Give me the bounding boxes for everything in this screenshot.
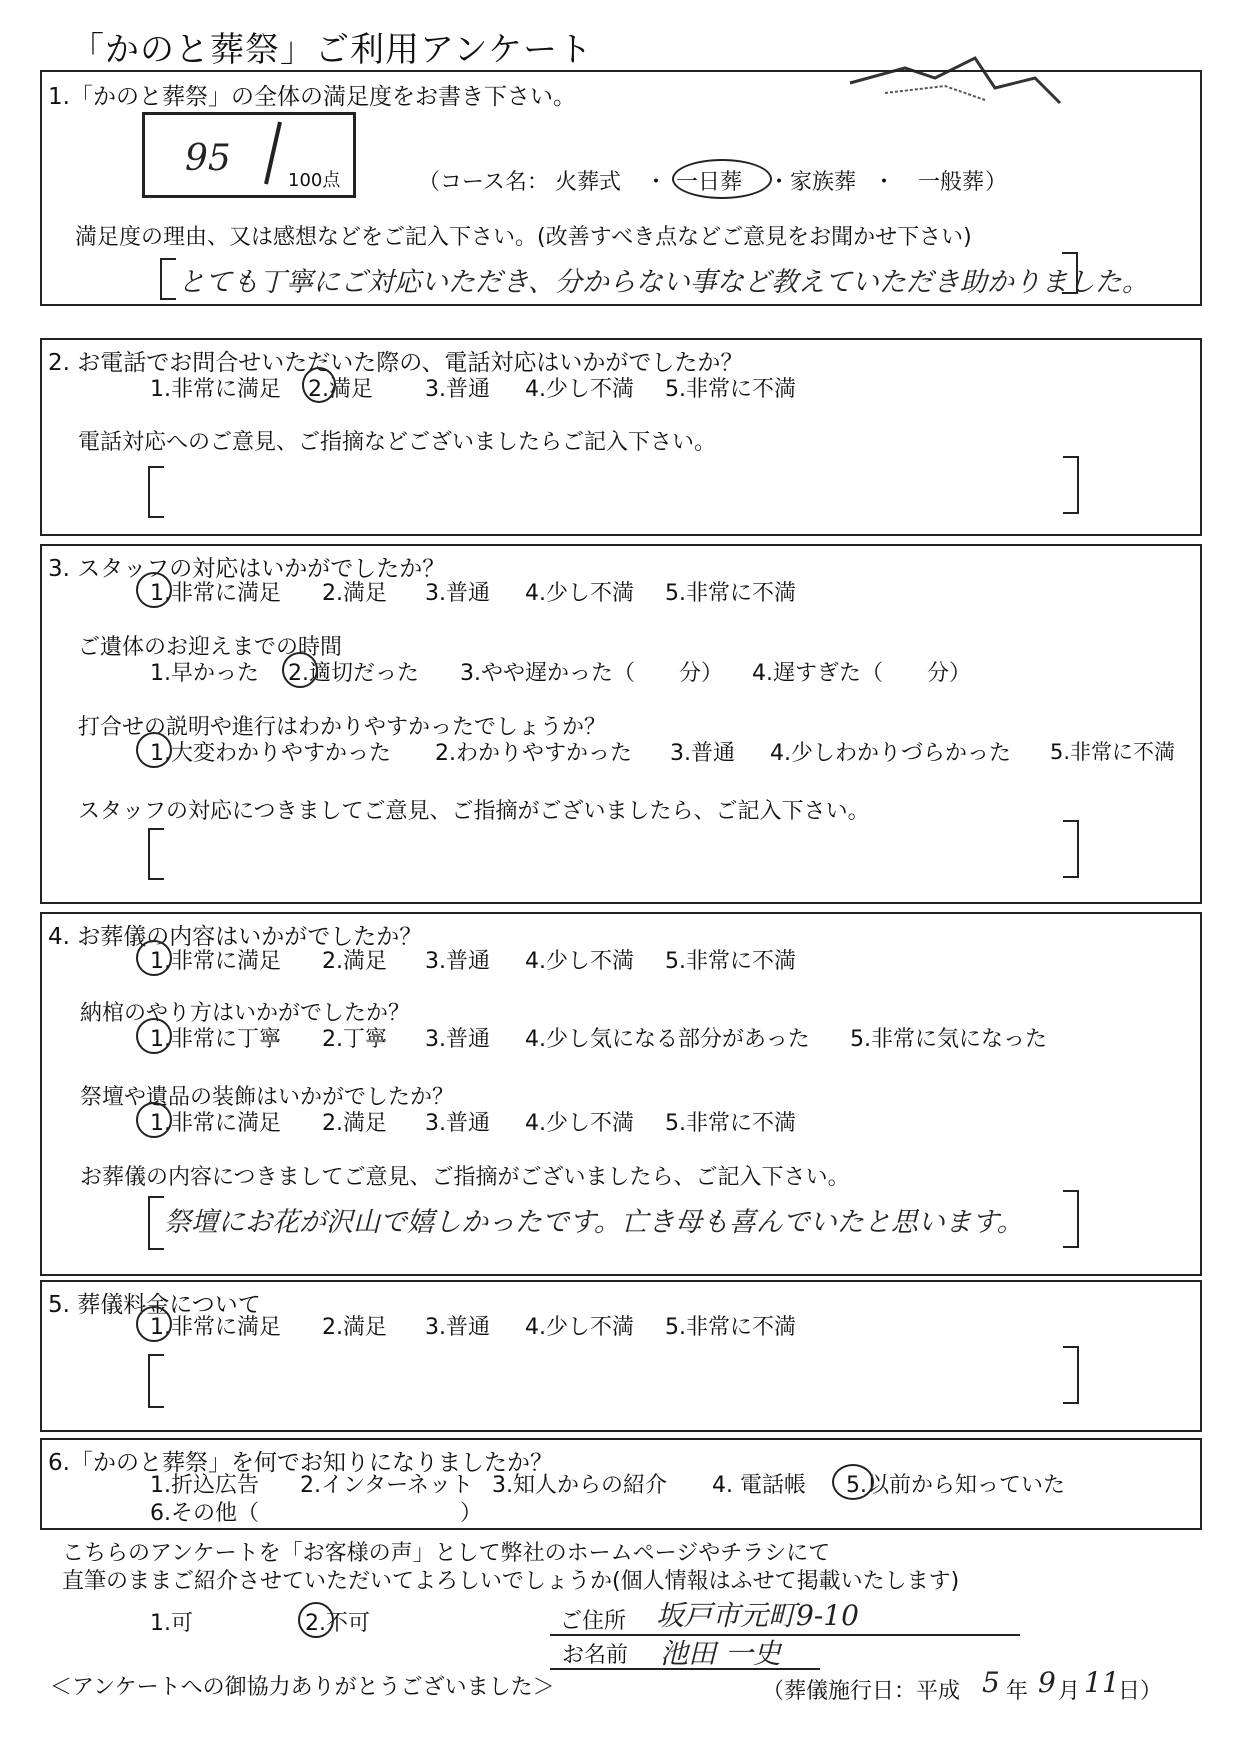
- question-6-text: 6.「かのと葬祭」を何でお知りになりましたか？: [48, 1450, 553, 1476]
- q3-option-3[interactable]: 3.普通: [425, 581, 490, 606]
- consent-option-yes[interactable]: 1.可: [150, 1611, 193, 1636]
- q3-explain-prompt: 打合せの説明や進行はわかりやすかったでしょうか？: [78, 715, 607, 740]
- question-4-text: 4. お葬儀の内容はいかがでしたか？: [48, 924, 423, 950]
- q5-selected-circle: [136, 1306, 172, 1342]
- q5-option-3[interactable]: 3.普通: [425, 1315, 490, 1340]
- q3-explain-option-3[interactable]: 3.普通: [670, 741, 735, 766]
- q3-explain-option-5[interactable]: 5.非常に不満: [1050, 740, 1176, 764]
- q3-selected-circle: [136, 572, 172, 608]
- q6-other-close: ）: [460, 1501, 483, 1526]
- q5-option-2[interactable]: 2.満足: [322, 1315, 387, 1340]
- q3-explain-option-1[interactable]: 1.大変わかりやすかった: [150, 741, 391, 766]
- reason-prompt: 満足度の理由、又は感想などをご記入下さい。(改善すべき点などご意見をお聞かせ下さい): [75, 225, 972, 250]
- q3-option-2[interactable]: 2.満足: [322, 581, 387, 606]
- q2-bracket-left: [148, 466, 164, 518]
- question-2-text: 2. お電話でお問合せいただいた際の、電話対応はいかがでしたか？: [48, 350, 744, 376]
- q3-pickup-option-3[interactable]: 3.やや遅かった（ 分）: [460, 661, 723, 686]
- course-option-one-day[interactable]: 一日葬: [676, 170, 743, 195]
- reason-bracket-right: [1062, 252, 1078, 294]
- q2-option-1[interactable]: 1.非常に満足: [150, 377, 281, 402]
- q6-option-5[interactable]: 5.以前から知っていた: [846, 1473, 1065, 1498]
- q3-explain-selected-circle: [136, 732, 172, 768]
- question-1-text: 1.「かのと葬祭」の全体の満足度をお書き下さい。: [48, 84, 576, 110]
- q5-option-1[interactable]: 1.非常に満足: [150, 1315, 281, 1340]
- q5-option-5[interactable]: 5.非常に不満: [665, 1315, 796, 1340]
- q3-comment-prompt: スタッフの対応につきましてご意見、ご指摘がございましたら、ご記入下さい。: [78, 799, 870, 824]
- q4-altar-prompt: 祭壇や遺品の装飾はいかがでしたか？: [80, 1085, 455, 1110]
- q6-option-2[interactable]: 2.インターネット: [300, 1473, 474, 1498]
- address-value[interactable]: 坂戸市元町9-10: [656, 1599, 859, 1632]
- q3-pickup-selected-circle: [282, 652, 318, 688]
- q3-bracket-right: [1063, 820, 1079, 878]
- q2-selected-circle: [302, 367, 336, 403]
- q3-pickup-option-2[interactable]: 2.適切だった: [288, 661, 419, 686]
- question-5-text: 5. 葬儀料金について: [48, 1292, 261, 1318]
- q3-bracket-left: [148, 828, 164, 880]
- reason-bracket-left: [160, 258, 176, 300]
- date-day[interactable]: 11: [1084, 1666, 1120, 1699]
- q4-comment-prompt: お葬儀の内容につきましてご意見、ご指摘がございましたら、ご記入下さい。: [80, 1165, 850, 1190]
- q6-option-4[interactable]: 4. 電話帳: [712, 1473, 806, 1498]
- q5-bracket-left: [148, 1354, 164, 1408]
- course-option-cremation[interactable]: 火葬式: [555, 170, 622, 195]
- thanks-text: ＜アンケートへの御協力ありがとうございました＞: [50, 1675, 555, 1700]
- date-month-unit: 月: [1058, 1679, 1081, 1704]
- date-year-unit: 年: [1006, 1679, 1029, 1704]
- q3-option-4[interactable]: 4.少し不満: [525, 581, 634, 606]
- q3-option-1[interactable]: 1.非常に満足: [150, 581, 281, 606]
- score-slash: [258, 118, 288, 188]
- q3-pickup-option-1[interactable]: 1.早かった: [150, 661, 259, 686]
- q4-altar-option-4[interactable]: 4.少し不満: [525, 1111, 634, 1136]
- course-selected-circle: [672, 159, 772, 199]
- q4-bracket-right: [1063, 1190, 1079, 1248]
- q2-comment-prompt: 電話対応へのご意見、ご指摘などございましたらご記入下さい。: [78, 430, 717, 455]
- q4-coffin-option-1[interactable]: 1.非常に丁寧: [150, 1027, 281, 1052]
- date-year[interactable]: 5: [982, 1666, 1000, 1699]
- date-prefix: （葬儀施行日：平成: [762, 1679, 961, 1704]
- q2-option-3[interactable]: 3.普通: [425, 377, 490, 402]
- q3-pickup-prompt: ご遺体のお迎えまでの時間: [78, 635, 343, 660]
- q6-selected-circle: [832, 1464, 874, 1500]
- name-label: お名前: [562, 1643, 629, 1668]
- q4-comment[interactable]: 祭壇にお花が沢山で嬉しかったです。亡き母も喜んでいたと思います。: [164, 1207, 1024, 1238]
- address-underline: [550, 1634, 1020, 1636]
- q4-option-2[interactable]: 2.満足: [322, 949, 387, 974]
- name-underline: [550, 1668, 820, 1670]
- score-value: 95: [185, 138, 231, 179]
- q3-explain-option-2[interactable]: 2.わかりやすかった: [435, 741, 632, 766]
- q4-option-1[interactable]: 1.非常に満足: [150, 949, 281, 974]
- q5-option-4[interactable]: 4.少し不満: [525, 1315, 634, 1340]
- q4-altar-option-3[interactable]: 3.普通: [425, 1111, 490, 1136]
- q5-bracket-right: [1063, 1346, 1079, 1404]
- consent-line-1: こちらのアンケートを「お客様の声」として弊社のホームページやチラシにて: [62, 1541, 831, 1566]
- q2-option-5[interactable]: 5.非常に不満: [665, 377, 796, 402]
- q4-altar-option-1[interactable]: 1.非常に満足: [150, 1111, 281, 1136]
- course-separator: ・: [645, 170, 668, 195]
- consent-option-no[interactable]: 2.不可: [305, 1611, 370, 1636]
- q4-option-3[interactable]: 3.普通: [425, 949, 490, 974]
- q6-option-1[interactable]: 1.折込広告: [150, 1473, 259, 1498]
- q2-option-4[interactable]: 4.少し不満: [525, 377, 634, 402]
- q4-coffin-prompt: 納棺のやり方はいかがでしたか？: [80, 1001, 411, 1026]
- course-separator: ・: [873, 170, 896, 195]
- course-close: ）: [985, 170, 1008, 195]
- q4-coffin-selected-circle: [136, 1018, 172, 1054]
- q4-coffin-option-3[interactable]: 3.普通: [425, 1027, 490, 1052]
- question-3-text: 3. スタッフの対応はいかがでしたか？: [48, 556, 446, 582]
- q2-option-2[interactable]: 2.満足: [308, 377, 373, 402]
- consent-line-2: 直筆のままご紹介させていただいてよろしいでしょうか(個人情報はふせて掲載いたします): [62, 1569, 960, 1594]
- reason-answer[interactable]: とても丁寧にご対応いただき、分からない事など教えていただき助かりました。: [178, 267, 1149, 298]
- q4-bracket-left: [148, 1196, 164, 1250]
- course-option-family[interactable]: 家族葬: [790, 170, 857, 195]
- q4-option-5[interactable]: 5.非常に不満: [665, 949, 796, 974]
- q3-explain-option-4[interactable]: 4.少しわかりづらかった: [770, 741, 1011, 766]
- address-label: ご住所: [560, 1609, 627, 1634]
- date-month[interactable]: 9: [1038, 1666, 1056, 1699]
- course-label: （コース名：: [418, 170, 549, 195]
- q4-selected-circle: [136, 940, 172, 976]
- q6-other-label[interactable]: 6.その他（: [150, 1501, 259, 1526]
- q4-coffin-option-4[interactable]: 4.少し気になる部分があった: [525, 1027, 810, 1052]
- date-day-unit: 日）: [1118, 1679, 1163, 1704]
- course-option-general[interactable]: 一般葬: [918, 170, 985, 195]
- q4-altar-option-2[interactable]: 2.満足: [322, 1111, 387, 1136]
- q3-pickup-option-4[interactable]: 4.遅すぎた（ 分）: [752, 661, 971, 686]
- score-max: 100点: [288, 170, 341, 191]
- q4-coffin-option-2[interactable]: 2.丁寧: [322, 1027, 387, 1052]
- survey-title: 「かのと葬祭」ご利用アンケート: [70, 30, 593, 70]
- q2-bracket-right: [1063, 456, 1079, 514]
- q3-option-5[interactable]: 5.非常に不満: [665, 581, 796, 606]
- q6-option-3[interactable]: 3.知人からの紹介: [492, 1473, 667, 1498]
- q4-altar-selected-circle: [136, 1102, 172, 1138]
- q4-coffin-option-5[interactable]: 5.非常に気になった: [850, 1027, 1047, 1052]
- q4-option-4[interactable]: 4.少し不満: [525, 949, 634, 974]
- q4-altar-option-5[interactable]: 5.非常に不満: [665, 1111, 796, 1136]
- course-separator: ・: [768, 170, 791, 195]
- name-value[interactable]: 池田 一史: [660, 1637, 781, 1670]
- consent-selected-circle: [298, 1602, 334, 1638]
